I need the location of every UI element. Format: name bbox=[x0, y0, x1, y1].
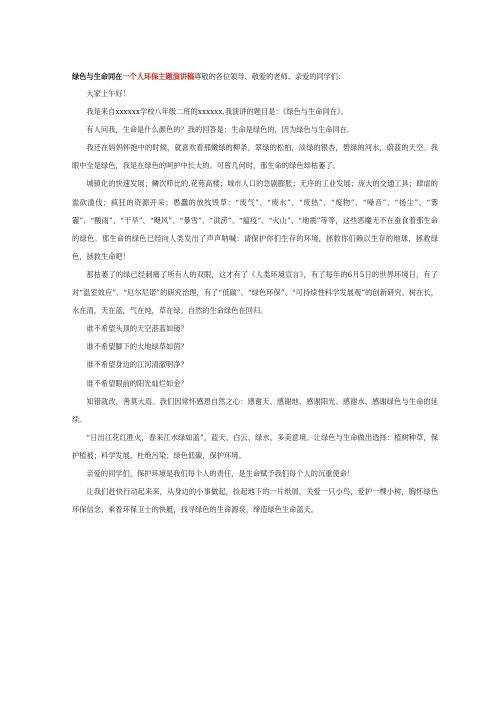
salutation: 尊敬的各位领导、敬爱的老师、亲爱的同学们： bbox=[194, 72, 346, 81]
paragraph-call-to-action: 让我们赶快行动起来来，从身边的小事做起，捡起地下的一片纸屑，关爱一只小鸟，爱护一棵小树，胸怀绿色环保信念，乘着环保卫士的快艇，找寻绿色的生命源泉，缔造绿色生命蓝天。 bbox=[72, 487, 438, 515]
document-page bbox=[72, 71, 438, 519]
paragraph-poem: “日出江花红胜火，春来江水绿如蓝”，蓝天、白云、绿水，多美意境。让绿色与生命做出选择：植树种草，保护植被；科学发展，杜绝污染；绿色低碳，保护环境。 bbox=[72, 432, 438, 460]
paragraph-childhood: 我还在妈妈怀抱中的时候，就喜欢看那嫩绿的柳条，翠绿的松柏，淡绿的银杏，碧绿的河水，蔚蓝的天空。我眼中全是绿色，我是在绿色的呵护中长大的。可曾几何时，那生命的绿色却枯萎了。 bbox=[72, 143, 438, 171]
paragraph-intro: 我是来自xxxxxx学校八年级二班的xxxxxx,我演讲的题目是：《绿色与生命同在》。 bbox=[86, 107, 348, 117]
paragraph-gratitude: 知错就改，善莫大焉。我们因常怀感恩自然之心：感谢天、感谢地、感谢阳光、感谢水、感谢绿色与生命的延续。 bbox=[72, 396, 438, 424]
title-line bbox=[72, 71, 438, 83]
paragraph-pollution: 城镇化的快速发展；鳞次栉比的.花苑高楼；城市人口的急剧膨胀；无序的工业发展；庞大的交通工具；肆虐的滥砍滥伐；疯狂的资源开采；愚蠢的放牧毁草：“废气”、“废水”、“废热”、“废物”、“噪音”、“扬尘”、“雾霾”、“酸雨”、“干旱”、“飓风”、“暴雪”、“洪涝”、“瘟疫”、“火山”、“地震”等等，这些恶魔无不在蚕食着那生命的绿色。那生命的绿色已经向人类发出了声声呐喊：请保护你们生存的环境，拯救你们赖以生存的地球，拯救绿色，拯救生命吧！ bbox=[72, 179, 438, 261]
paragraph-hope-river: 谁不希望身边的江河清澈明净？ bbox=[86, 360, 188, 370]
paragraph-question: 有人问我，生命是什么颜色的？我的回答是：生命是绿色的，因为绿色与生命同在。 bbox=[86, 125, 355, 135]
speech-subtitle: 一个人环保主题演讲稿 bbox=[122, 72, 195, 81]
paragraph-hope-grass: 谁不希望脚下的大地绿草如茵？ bbox=[86, 342, 188, 352]
paragraph-hope-sky: 谁不希望头顶的天空湛蓝如镜？ bbox=[86, 324, 188, 334]
paragraph-response: 那枯萎了的绿已经刺痛了所有人的双眼，这才有了《人类环境宣言》，有了每年的6月5日的世界环境日，有了对“温室效应”、“厄尔尼诺”的研究治理，有了“低碳”、“绿色环保”、“可持续性科学发展观”的创新研究。树在长，水在清，天在蓝，气在纯，草在绿。自然的生命绿色在回归。 bbox=[72, 269, 438, 316]
paragraph-hope-sun: 谁不希望眼前的阳光灿烂如金？ bbox=[86, 378, 188, 388]
paragraph-responsibility: 亲爱的同学们，保护环境是我们每个人的责任，是生命赋予我们每个人的沉重使命！ bbox=[86, 468, 355, 478]
paragraph-greeting: 大家上午好！ bbox=[86, 89, 130, 98]
speech-title: 绿色与生命同在 bbox=[72, 72, 123, 81]
